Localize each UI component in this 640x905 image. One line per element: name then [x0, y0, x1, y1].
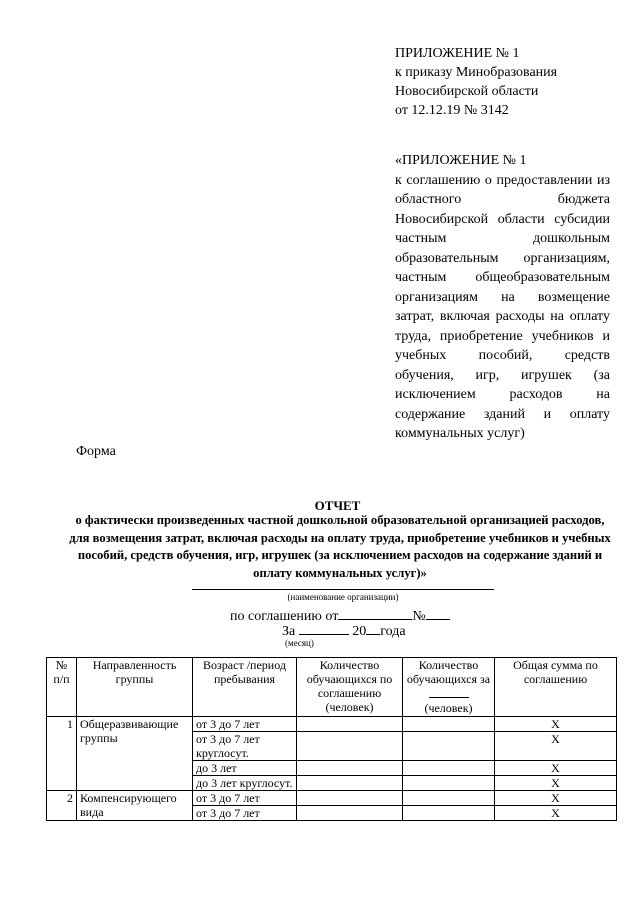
appendix-order-date: от 12.12.19 № 3142 — [395, 103, 509, 118]
age-cell: от 3 до 7 лет круглосут. — [193, 732, 297, 761]
year-suffix: года — [380, 624, 406, 639]
agreement-number-label: № — [412, 609, 426, 624]
total-cell: X — [495, 791, 617, 806]
row-number: 1 — [47, 717, 77, 791]
appendix-order-line: Новосибирской области — [395, 84, 539, 99]
appendix-order-line: к приказу Минобразования — [395, 65, 558, 80]
age-cell: от 3 до 7 лет — [193, 791, 297, 806]
row-number: 2 — [47, 791, 77, 821]
period-prefix: За — [282, 624, 296, 639]
age-cell: до 3 лет — [193, 761, 297, 776]
count-period-cell — [403, 717, 495, 732]
month-caption: (месяц) — [285, 638, 314, 648]
count-agreement-cell — [297, 717, 403, 732]
form-label: Форма — [76, 444, 116, 459]
year-blank — [366, 621, 380, 635]
year-prefix: 20 — [352, 624, 367, 639]
report-subtitle: о фактически произведенных частной дошкольной образовательной организацией расходов, для возмещения затрат, включая расходы на оплату труда, приобретение учебников и учебных пособий, средств обучения, игр, игрушек (за исключением расходов на содержание зданий и оплату коммунальных услуг)» — [69, 513, 611, 580]
age-cell: до 3 лет круглосут. — [193, 776, 297, 791]
appendix-order-block — [395, 44, 620, 120]
month-blank — [299, 621, 349, 635]
organization-name-caption: (наименование организации) — [287, 592, 399, 602]
count-period-cell — [403, 732, 495, 761]
total-cell: X — [495, 717, 617, 732]
header-count-period-prefix: Количество обучающихся за — [406, 658, 491, 686]
header-count-period-suffix: (человек) — [424, 701, 473, 715]
appendix-agreement-title: «ПРИЛОЖЕНИЕ № 1 — [395, 153, 527, 168]
appendix-agreement-block — [395, 151, 610, 444]
agreement-date-blank — [338, 606, 412, 620]
count-period-cell — [403, 761, 495, 776]
report-title: ОТЧЕТ — [314, 498, 361, 513]
count-agreement-cell — [297, 761, 403, 776]
header-age: Возраст /период пребывания — [193, 658, 297, 717]
agreement-number-blank — [426, 606, 450, 620]
total-cell: X — [495, 732, 617, 761]
table-row — [47, 791, 617, 806]
header-number: № п/п — [47, 658, 77, 717]
table-header-row — [47, 658, 617, 717]
header-period-blank — [429, 686, 469, 698]
age-cell: от 3 до 7 лет — [193, 806, 297, 821]
agreement-prefix: по соглашению от — [230, 609, 339, 624]
count-period-cell — [403, 791, 495, 806]
table-row — [47, 717, 617, 732]
count-period-cell — [403, 776, 495, 791]
group-name: Общеразвивающие группы — [77, 717, 193, 791]
total-cell: X — [495, 806, 617, 821]
count-agreement-cell — [297, 732, 403, 761]
count-agreement-cell — [297, 806, 403, 821]
appendix-agreement-text: к соглашению о предоставлении из областного бюджета Новосибирской области субсидии частным дошкольным образовательным организациям, частным общеобразовательным организациям на возмещение затрат, включая расходы на оплату труда, приобретение учебников и учебных пособий, средств обучения, игр, игрушек (за исключением расходов на содержание зданий и оплату коммунальных услуг) — [395, 172, 610, 441]
header-count-agreement: Количество обучающихся по соглашению (человек) — [297, 658, 403, 717]
report-table — [46, 657, 617, 821]
header-count-period — [403, 658, 495, 717]
header-direction: Направленность группы — [77, 658, 193, 717]
count-agreement-cell — [297, 776, 403, 791]
total-cell: X — [495, 776, 617, 791]
total-cell: X — [495, 761, 617, 776]
count-period-cell — [403, 806, 495, 821]
organization-name-line — [192, 589, 494, 590]
count-agreement-cell — [297, 791, 403, 806]
appendix-order-title: ПРИЛОЖЕНИЕ № 1 — [395, 46, 520, 61]
group-name: Компенсирующего вида — [77, 791, 193, 821]
age-cell: от 3 до 7 лет — [193, 717, 297, 732]
header-total: Общая сумма по соглашению — [495, 658, 617, 717]
